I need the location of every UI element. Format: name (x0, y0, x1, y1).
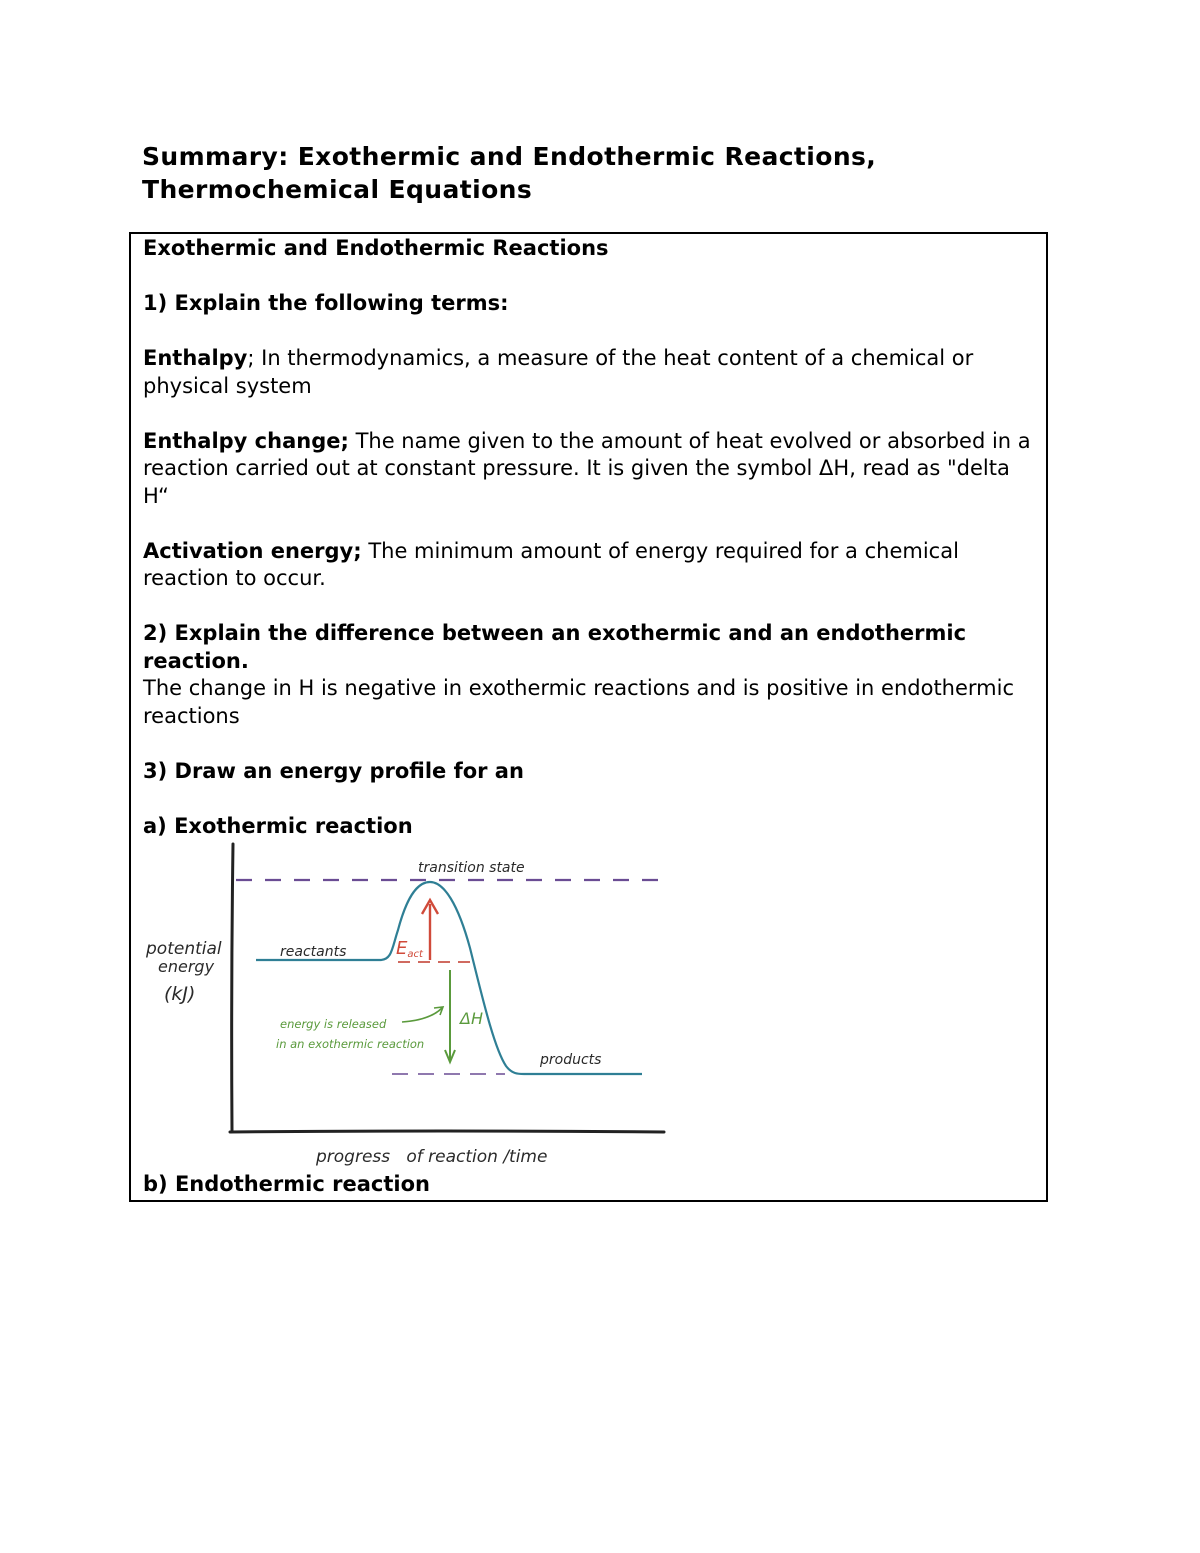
question-2: 2) Explain the difference between an exothermic and an endothermic reaction. (143, 621, 967, 673)
question-2-answer: The change in H is negative in exothermic reactions and is positive in endothermic reactions (143, 676, 1015, 728)
y-axis (232, 844, 233, 1130)
question-3: 3) Draw an energy profile for an (143, 758, 524, 783)
term-definition: In thermodynamics, a measure of the heat content of a chemical or physical system (143, 346, 974, 398)
y-axis-label-line-2: energy (158, 957, 215, 976)
question-1: 1) Explain the following terms: (143, 291, 509, 315)
term-enthalpy (143, 345, 1034, 400)
term-name: Enthalpy (143, 346, 248, 370)
delta-h-label: ΔH (460, 1009, 483, 1028)
products-label: products (540, 1052, 602, 1068)
note-line-2: in an exothermic reaction (276, 1037, 425, 1051)
part-b-heading: b) Endothermic reaction (143, 1172, 430, 1196)
reactants-label: reactants (280, 944, 347, 960)
note-arrow (402, 1008, 442, 1022)
part-a-heading: a) Exothermic reaction (143, 813, 413, 838)
activation-energy-label: Eact (396, 938, 423, 960)
page-title-line-1: Summary: Exothermic and Endothermic Reactions, (142, 142, 877, 171)
energy-profile-diagram (140, 838, 680, 1168)
term-separator: ; (247, 346, 255, 370)
note-line-1: energy is released (280, 1017, 387, 1031)
term-enthalpy-change (143, 428, 1034, 511)
section-heading: Exothermic and Endothermic Reactions (143, 236, 609, 260)
transition-state-label: transition state (418, 860, 525, 876)
page-title-line-2: Thermochemical Equations (142, 175, 533, 204)
x-axis (230, 1131, 664, 1132)
term-definition: The minimum amount of energy required for a chemical reaction to occur. (143, 538, 959, 590)
term-name: Enthalpy change; (143, 428, 349, 453)
y-axis-label-line-1: potential (146, 939, 222, 959)
term-definition: The name given to the amount of heat evolved or absorbed in a reaction carried out at constant pressure. It is given the symbol ΔH, read as "delta H“ (143, 428, 1031, 508)
term-activation-energy (143, 538, 1034, 593)
y-axis-label-line-3: (kJ) (164, 983, 196, 1005)
x-axis-label: progress of reaction /time (316, 1147, 548, 1167)
term-name: Activation energy; (143, 538, 362, 563)
page-title (142, 140, 1042, 206)
summary-box-content (143, 234, 1034, 840)
